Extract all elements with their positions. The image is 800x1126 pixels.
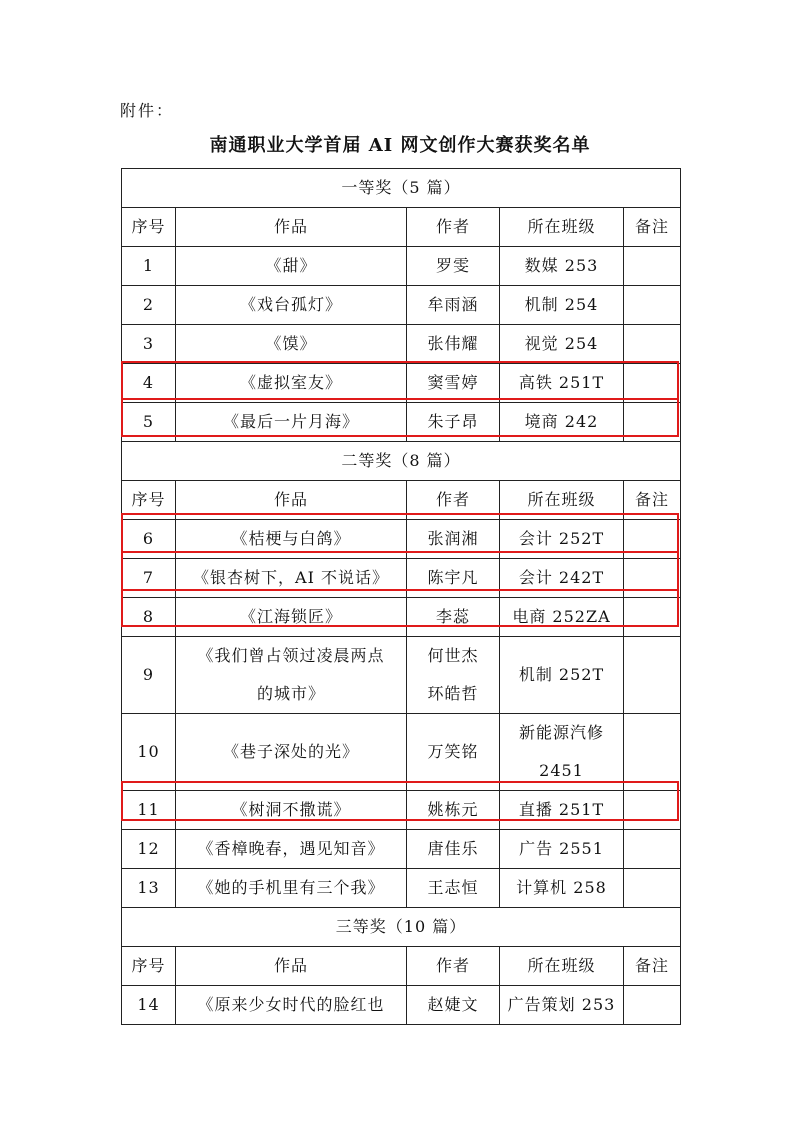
row-work: 《银杏树下，AI 不说话》 [176, 559, 407, 598]
row-seq: 9 [122, 637, 176, 714]
section-heading-row [122, 442, 681, 481]
table-row [122, 247, 681, 286]
table-row [122, 598, 681, 637]
row-author [407, 637, 500, 714]
row-note [624, 714, 681, 791]
row-note [624, 364, 681, 403]
row-class: 计算机 258 [500, 869, 624, 908]
row-seq: 4 [122, 364, 176, 403]
row-class [500, 714, 624, 791]
row-author: 张润湘 [407, 520, 500, 559]
table-row [122, 364, 681, 403]
row-author: 万笑铭 [407, 714, 500, 791]
row-author: 姚栋元 [407, 791, 500, 830]
column-header-author: 作者 [407, 208, 500, 247]
row-seq: 3 [122, 325, 176, 364]
row-note [624, 598, 681, 637]
column-header-work: 作品 [176, 208, 407, 247]
row-work: 《树洞不撒谎》 [176, 791, 407, 830]
column-header-note: 备注 [624, 208, 681, 247]
section-heading-row [122, 169, 681, 208]
column-header-seq: 序号 [122, 208, 176, 247]
row-class: 会计 242T [500, 559, 624, 598]
row-work: 《原来少女时代的脸红也 [176, 986, 407, 1025]
column-header-row [122, 481, 681, 520]
row-work: 《甜》 [176, 247, 407, 286]
column-header-class: 所在班级 [500, 481, 624, 520]
row-author: 李蕊 [407, 598, 500, 637]
row-class: 机制 252T [500, 637, 624, 714]
row-work: 《她的手机里有三个我》 [176, 869, 407, 908]
row-author: 朱子昂 [407, 403, 500, 442]
row-seq: 8 [122, 598, 176, 637]
row-note [624, 869, 681, 908]
row-note [624, 325, 681, 364]
row-class: 会计 252T [500, 520, 624, 559]
section-heading-row [122, 908, 681, 947]
column-header-row [122, 947, 681, 986]
column-header-author: 作者 [407, 947, 500, 986]
column-header-seq: 序号 [122, 481, 176, 520]
row-seq: 12 [122, 830, 176, 869]
row-work: 《巷子深处的光》 [176, 714, 407, 791]
row-seq: 14 [122, 986, 176, 1025]
row-note [624, 520, 681, 559]
table-row [122, 325, 681, 364]
row-note [624, 791, 681, 830]
row-author: 王志恒 [407, 869, 500, 908]
awards-table [121, 168, 681, 1025]
column-header-work: 作品 [176, 481, 407, 520]
row-note [624, 830, 681, 869]
row-author-line: 环皓哲 [427, 684, 479, 703]
table-row [122, 286, 681, 325]
attachment-label: 附件： [120, 101, 175, 120]
row-author: 唐佳乐 [407, 830, 500, 869]
row-work-line: 《我们曾占领过凌晨两点 [197, 646, 385, 665]
row-note [624, 247, 681, 286]
table-row [122, 791, 681, 830]
column-header-class: 所在班级 [500, 208, 624, 247]
row-class-line: 2451 [539, 761, 584, 780]
row-work: 《戏台孤灯》 [176, 286, 407, 325]
row-seq: 10 [122, 714, 176, 791]
column-header-class: 所在班级 [500, 947, 624, 986]
row-class: 广告 2551 [500, 830, 624, 869]
row-seq: 13 [122, 869, 176, 908]
column-header-note: 备注 [624, 481, 681, 520]
section-heading-second-prize: 二等奖（8 篇） [122, 442, 681, 481]
row-seq: 6 [122, 520, 176, 559]
row-author: 罗雯 [407, 247, 500, 286]
row-seq: 2 [122, 286, 176, 325]
row-class: 视觉 254 [500, 325, 624, 364]
table-row [122, 403, 681, 442]
row-note [624, 637, 681, 714]
row-class: 机制 254 [500, 286, 624, 325]
table-row [122, 986, 681, 1025]
table-row [122, 637, 681, 714]
row-class: 高铁 251T [500, 364, 624, 403]
row-class-line: 新能源汽修 [518, 723, 604, 742]
row-class: 电商 252ZA [500, 598, 624, 637]
section-heading-first-prize: 一等奖（5 篇） [122, 169, 681, 208]
row-work-line: 的城市》 [256, 684, 325, 703]
row-work: 《香樟晚春，遇见知音》 [176, 830, 407, 869]
table-row [122, 830, 681, 869]
row-work: 《虚拟室友》 [176, 364, 407, 403]
row-author: 窦雪婷 [407, 364, 500, 403]
row-seq: 7 [122, 559, 176, 598]
table-row [122, 559, 681, 598]
page-title: 南通职业大学首届 AI 网文创作大赛获奖名单 [209, 135, 591, 156]
column-header-row [122, 208, 681, 247]
row-class: 广告策划 253 [500, 986, 624, 1025]
row-work: 《江海锁匠》 [176, 598, 407, 637]
row-work [176, 637, 407, 714]
row-note [624, 986, 681, 1025]
row-class: 境商 242 [500, 403, 624, 442]
row-class: 直播 251T [500, 791, 624, 830]
table-row [122, 869, 681, 908]
column-header-seq: 序号 [122, 947, 176, 986]
row-work: 《馍》 [176, 325, 407, 364]
row-seq: 11 [122, 791, 176, 830]
row-note [624, 286, 681, 325]
row-author: 赵婕文 [407, 986, 500, 1025]
column-header-author: 作者 [407, 481, 500, 520]
table-row [122, 520, 681, 559]
row-author-line: 何世杰 [427, 646, 479, 665]
column-header-work: 作品 [176, 947, 407, 986]
column-header-note: 备注 [624, 947, 681, 986]
table-row [122, 714, 681, 791]
row-seq: 1 [122, 247, 176, 286]
row-author: 陈宇凡 [407, 559, 500, 598]
row-note [624, 403, 681, 442]
row-note [624, 559, 681, 598]
row-author: 牟雨涵 [407, 286, 500, 325]
row-seq: 5 [122, 403, 176, 442]
row-author: 张伟耀 [407, 325, 500, 364]
row-work: 《桔梗与白鸽》 [176, 520, 407, 559]
row-work: 《最后一片月海》 [176, 403, 407, 442]
row-class: 数媒 253 [500, 247, 624, 286]
section-heading-third-prize: 三等奖（10 篇） [122, 908, 681, 947]
